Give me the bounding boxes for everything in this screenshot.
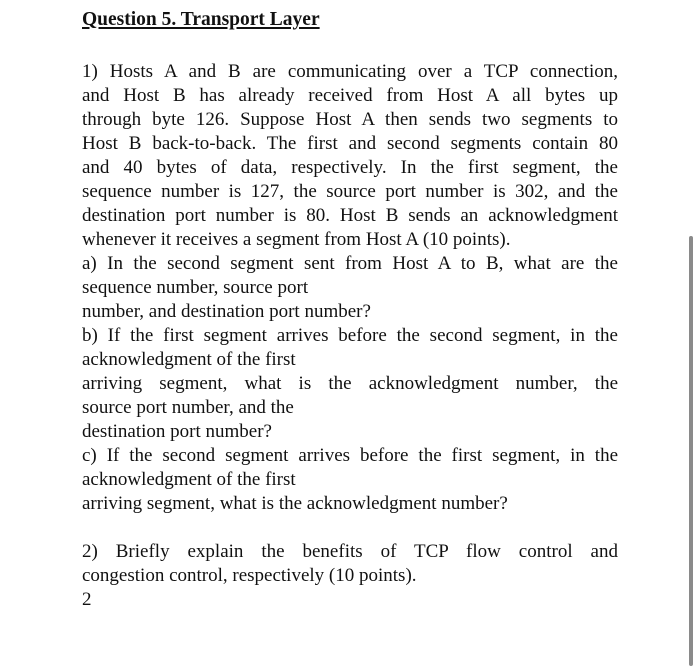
q1c-line: c) If the second segment arrives before the first segment, in the [82,445,618,466]
vertical-scrollbar[interactable] [689,236,693,666]
q1c-line: arriving segment, what is the acknowledgment number? [82,493,508,514]
q1b-line: source port number, and the [82,397,294,418]
q1a-line: a) In the second segment sent from Host A to B, what are the [82,253,618,274]
q1c-line: acknowledgment of the first [82,469,296,490]
q2-line: congestion control, respectively (10 points). [82,565,417,586]
q1-line: and Host B has already received from Host A all bytes up [82,85,618,106]
q1-line: sequence number is 127, the source port number is 302, and the [82,181,618,202]
question-title: Question 5. Transport Layer [82,9,320,30]
q1-line: whenever it receives a segment from Host A (10 points). [82,229,511,250]
q2-line: 2 [82,589,92,610]
q1-line: through byte 126. Suppose Host A then sends two segments to [82,109,618,130]
q1-line: and 40 bytes of data, respectively. In the first segment, the [82,157,618,178]
q1b-line: arriving segment, what is the acknowledgment number, the [82,373,618,394]
q1a-line: sequence number, source port [82,277,309,298]
q1b-line: b) If the first segment arrives before the second segment, in the [82,325,618,346]
q1-line: Host B back-to-back. The first and second segments contain 80 [82,133,618,154]
q1b-line: acknowledgment of the first [82,349,296,370]
q1b-line: destination port number? [82,421,272,442]
q1a-line: number, and destination port number? [82,301,371,322]
q1-line: 1) Hosts A and B are communicating over a TCP connection, [82,61,618,82]
q2-line: 2) Briefly explain the benefits of TCP flow control and [82,541,618,562]
q1-line: destination port number is 80. Host B sends an acknowledgment [82,205,618,226]
